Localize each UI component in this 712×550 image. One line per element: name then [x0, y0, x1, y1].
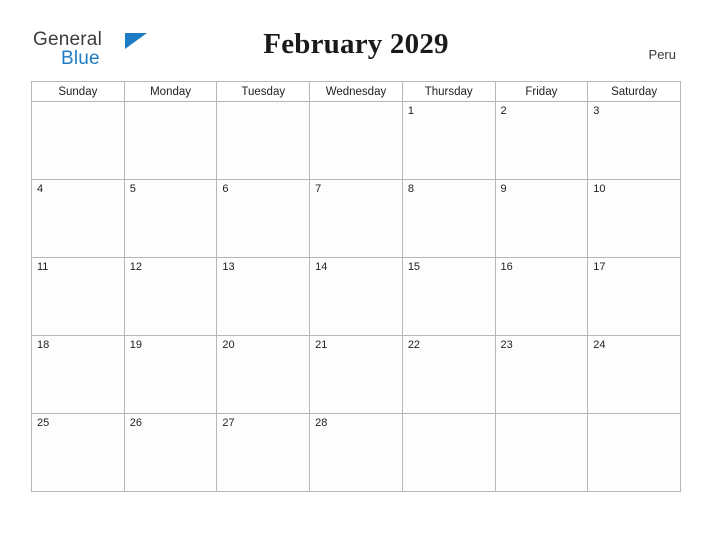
day-number: 5: [129, 183, 136, 195]
calendar-day-cell[interactable]: [402, 180, 495, 258]
calendar-day-cell[interactable]: [310, 258, 403, 336]
calendar-day-cell[interactable]: [32, 258, 125, 336]
calendar-day-cell[interactable]: [310, 102, 403, 180]
weekday-header-friday: Friday: [495, 82, 588, 102]
calendar-day-cell[interactable]: [217, 414, 310, 492]
day-number: 3: [593, 105, 600, 117]
day-number: 14: [315, 261, 328, 273]
day-number: 2: [500, 105, 507, 117]
calendar-day-cell[interactable]: [124, 336, 217, 414]
day-number: 19: [129, 339, 142, 351]
calendar-day-cell[interactable]: [32, 102, 125, 180]
day-number: [217, 102, 309, 105]
calendar-day-cell[interactable]: [588, 102, 681, 180]
calendar-day-cell[interactable]: [217, 258, 310, 336]
brand-name-general: General: [33, 29, 102, 50]
day-number: 21: [315, 339, 328, 351]
calendar-day-cell[interactable]: [495, 102, 588, 180]
calendar-day-cell[interactable]: [310, 414, 403, 492]
calendar-day-cell[interactable]: [32, 336, 125, 414]
weekday-header-sunday: Sunday: [32, 82, 125, 102]
day-number: [310, 102, 402, 105]
day-number: 4: [37, 183, 44, 195]
calendar-day-cell[interactable]: [402, 414, 495, 492]
day-number: [403, 414, 495, 417]
day-number: [496, 414, 588, 417]
day-number: 26: [129, 417, 142, 429]
calendar-day-cell[interactable]: [124, 258, 217, 336]
day-number: [125, 102, 217, 105]
day-number: 28: [315, 417, 328, 429]
day-number: [32, 102, 124, 105]
calendar-day-cell[interactable]: [124, 180, 217, 258]
day-number: 9: [500, 183, 507, 195]
day-number: 15: [407, 261, 421, 273]
day-number: 12: [129, 261, 142, 273]
calendar-day-cell[interactable]: [495, 414, 588, 492]
calendar-week-row: [32, 180, 681, 258]
calendar-day-cell[interactable]: [588, 258, 681, 336]
page-title: February 2029: [263, 28, 449, 60]
calendar-week-row: [32, 414, 681, 492]
day-number: 6: [222, 183, 229, 195]
day-number: 20: [222, 339, 235, 351]
day-number: 13: [222, 261, 235, 273]
calendar-day-cell[interactable]: [495, 180, 588, 258]
calendar-day-cell[interactable]: [495, 336, 588, 414]
day-number: 17: [593, 261, 606, 273]
calendar-week-row: [32, 336, 681, 414]
month-calendar: [31, 81, 681, 492]
weekday-header-wednesday: Wednesday: [310, 82, 403, 102]
calendar-day-cell[interactable]: [32, 414, 125, 492]
day-number: [588, 414, 680, 417]
calendar-day-cell[interactable]: [310, 180, 403, 258]
day-number: 7: [315, 183, 322, 195]
day-number: 1: [407, 105, 414, 117]
calendar-day-cell[interactable]: [217, 102, 310, 180]
calendar-week-row: [32, 258, 681, 336]
calendar-day-cell[interactable]: [588, 336, 681, 414]
calendar-day-cell[interactable]: [217, 180, 310, 258]
day-number: 22: [407, 339, 421, 351]
day-number: 23: [500, 339, 513, 351]
calendar-day-cell[interactable]: [402, 336, 495, 414]
brand-name-blue: Blue: [61, 48, 100, 69]
weekday-header-tuesday: Tuesday: [217, 82, 310, 102]
day-number: 10: [593, 183, 606, 195]
calendar-day-cell[interactable]: [124, 102, 217, 180]
weekday-header-row: [32, 82, 681, 102]
day-number: 27: [222, 417, 235, 429]
calendar-day-cell[interactable]: [310, 336, 403, 414]
calendar-day-cell[interactable]: [588, 180, 681, 258]
day-number: 18: [37, 339, 50, 351]
calendar-day-cell[interactable]: [588, 414, 681, 492]
day-number: 24: [593, 339, 606, 351]
calendar-day-cell[interactable]: [495, 258, 588, 336]
calendar-day-cell[interactable]: [402, 258, 495, 336]
page-header: [0, 0, 712, 69]
weekday-header-monday: Monday: [124, 82, 217, 102]
calendar-day-cell[interactable]: [124, 414, 217, 492]
calendar-week-row: [32, 102, 681, 180]
day-number: 25: [37, 417, 50, 429]
weekday-header-saturday: Saturday: [588, 82, 681, 102]
weekday-header-thursday: Thursday: [402, 82, 495, 102]
country-label: Peru: [648, 47, 676, 62]
calendar-day-cell[interactable]: [217, 336, 310, 414]
calendar-day-cell[interactable]: [402, 102, 495, 180]
day-number: 16: [500, 261, 513, 273]
day-number: 11: [37, 261, 49, 273]
calendar-day-cell[interactable]: [32, 180, 125, 258]
day-number: 8: [407, 183, 414, 195]
